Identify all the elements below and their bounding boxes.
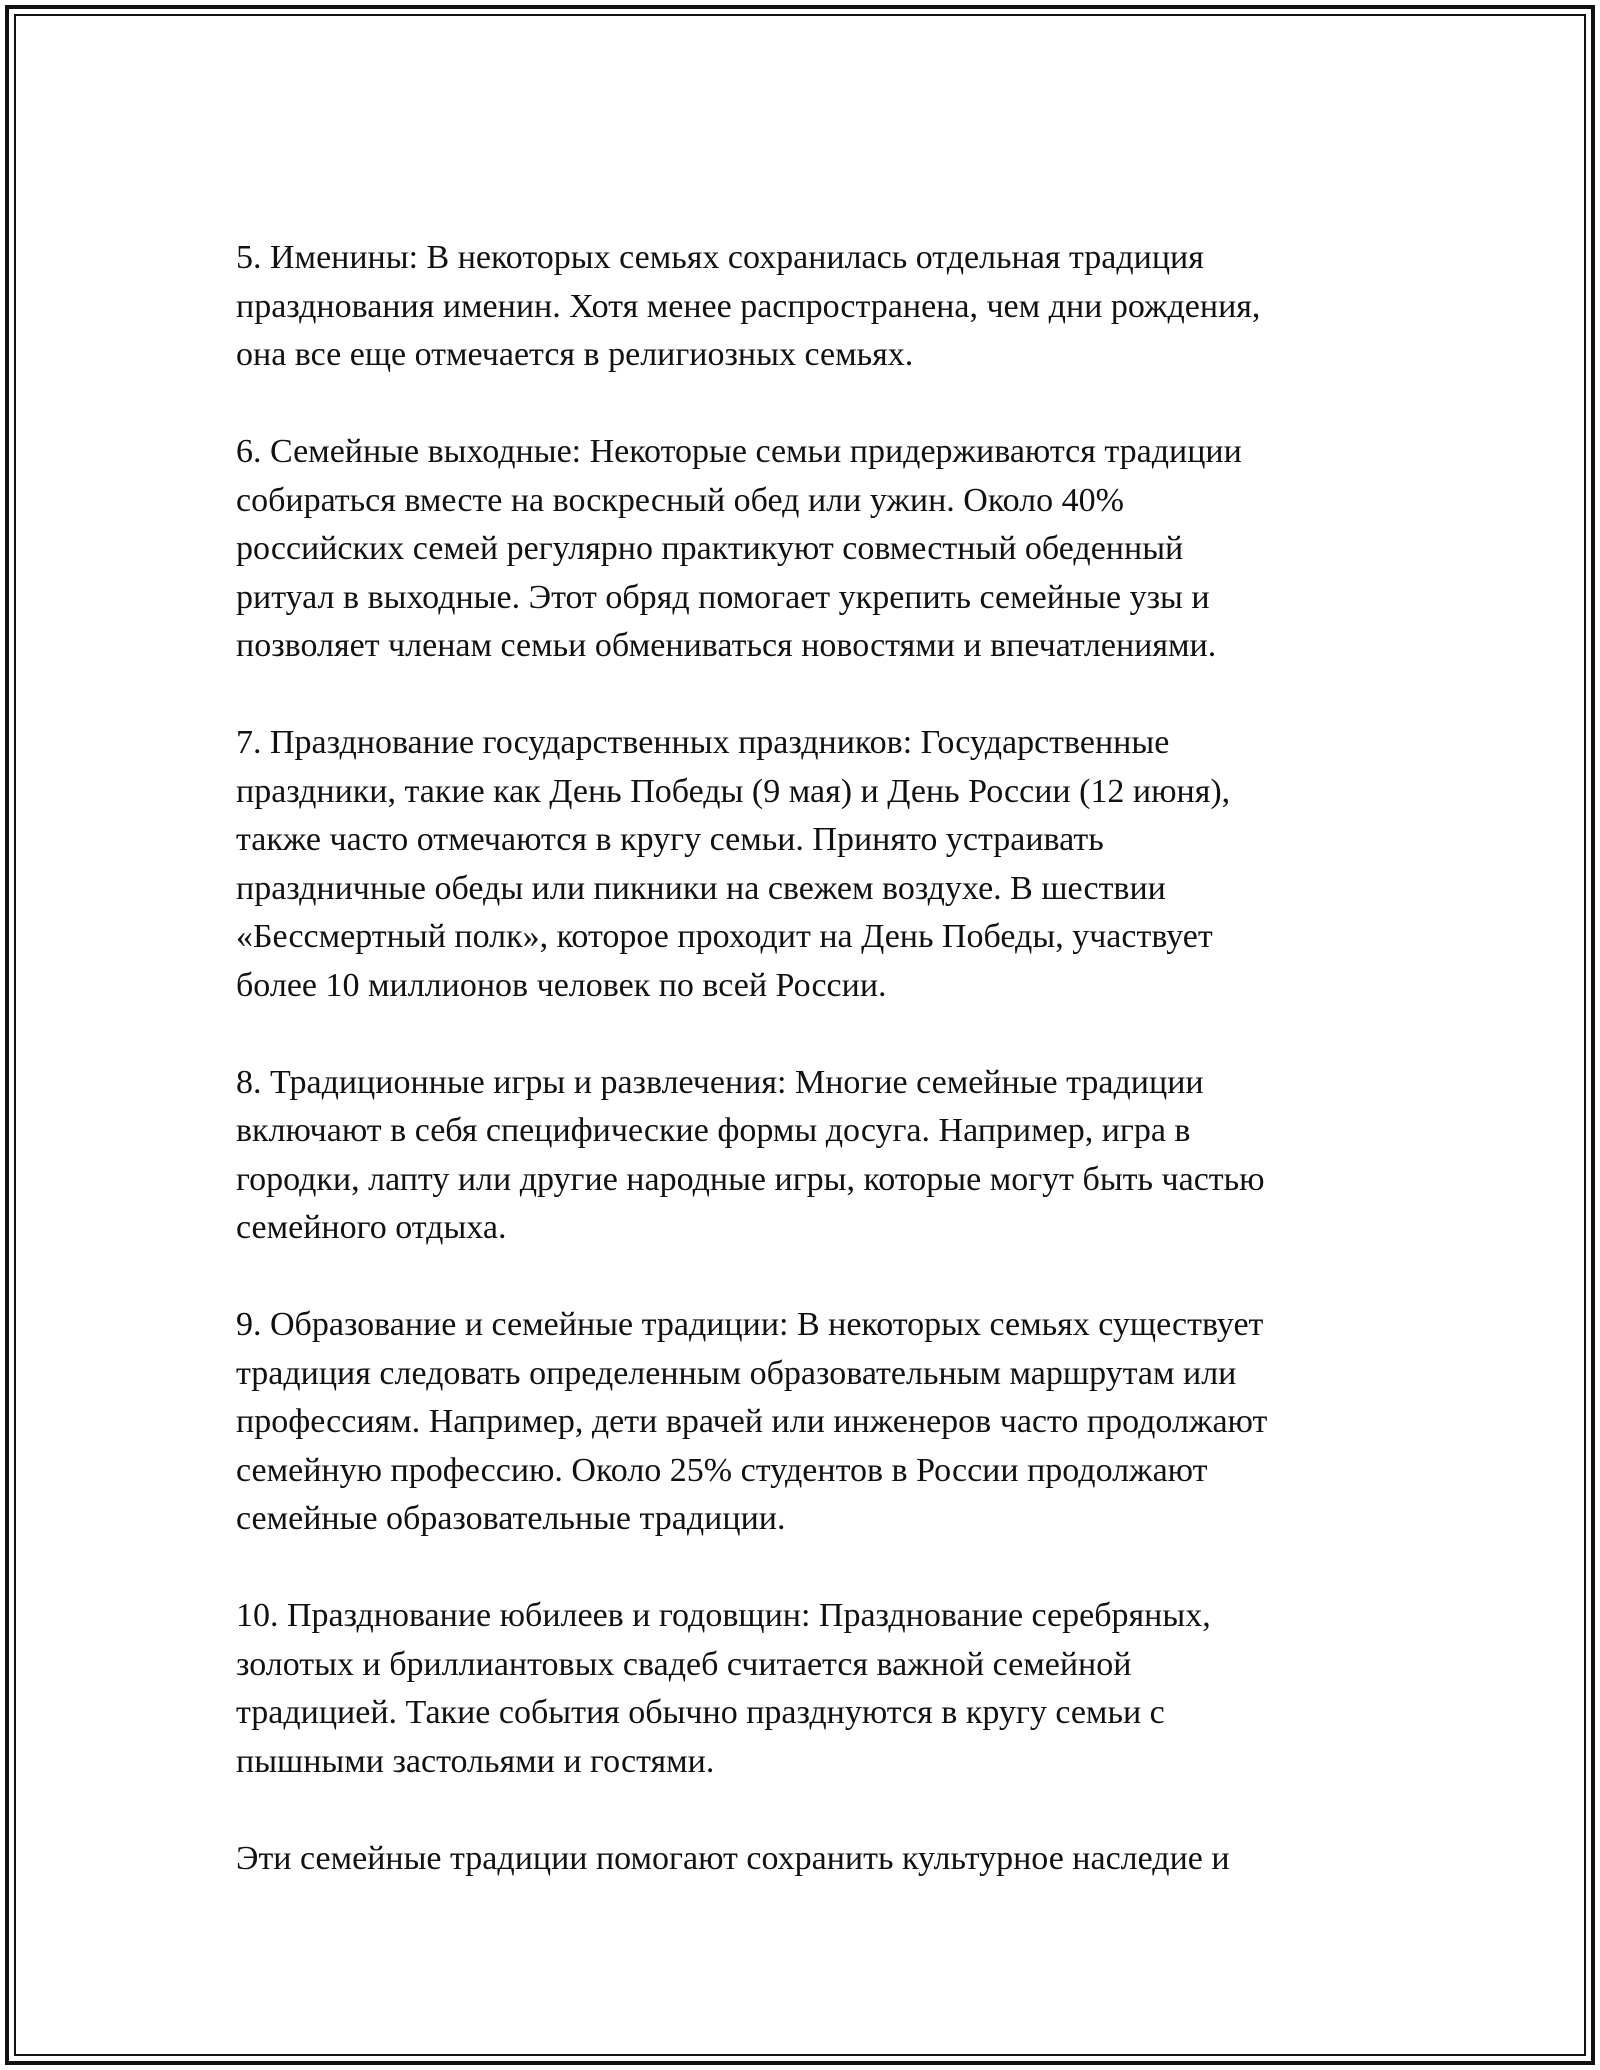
text-line: профессиям. Например, дети врачей или инженеров часто продолжают: [236, 1403, 1268, 1440]
text-line: 6. Семейные выходные: Некоторые семьи придерживаются традиции: [236, 433, 1242, 470]
paragraph-state-holidays: [236, 719, 1386, 1010]
text-line: она все еще отмечается в религиозных семьях.: [236, 336, 914, 373]
text-line: 8. Традиционные игры и развлечения: Многие семейные традиции: [236, 1063, 1204, 1101]
text-line: «Бессмертный полк», которое проходит на День Победы, участвует: [236, 918, 1213, 955]
text-line: позволяет членам семьи обмениваться новостями и впечатлениями.: [236, 627, 1217, 664]
text-line: традицией. Такие события обычно празднуются в кругу семьи с: [236, 1694, 1165, 1731]
text-line: 10. Празднование юбилеев и годовщин: Празднование серебряных,: [236, 1597, 1211, 1634]
paragraph-family-weekends: [236, 428, 1386, 671]
paragraph-education: [236, 1301, 1386, 1544]
text-line: собираться вместе на воскресный обед или ужин. Около 40%: [236, 481, 1124, 519]
text-line: семейную профессию. Около 25% студентов в России продолжают: [236, 1451, 1208, 1489]
text-line: включают в себя специфические формы досуга. Например, игра в: [236, 1112, 1191, 1149]
text-line: Эти семейные традиции помогают сохранить культурное наследие и: [236, 1839, 1230, 1877]
text-line: золотых и бриллиантовых свадеб считается важной семейной: [236, 1645, 1132, 1683]
text-line: семейные образовательные традиции.: [236, 1500, 786, 1537]
document-body: [236, 234, 1386, 1932]
paragraph-namedays: [236, 234, 1386, 380]
paragraph-conclusion: [236, 1835, 1386, 1884]
text-line: 7. Празднование государственных праздников: Государственные: [236, 724, 1170, 761]
text-line: традиция следовать определенным образовательным маршрутам или: [236, 1354, 1237, 1392]
text-line: более 10 миллионов человек по всей России.: [236, 966, 887, 1004]
text-line: празднования именин. Хотя менее распространена, чем дни рождения,: [236, 287, 1261, 325]
text-line: праздничные обеды или пикники на свежем воздухе. В шествии: [236, 869, 1166, 907]
paragraph-traditional-games: [236, 1059, 1386, 1253]
text-line: пышными застольями и гостями.: [236, 1742, 715, 1780]
text-line: ритуал в выходные. Этот обряд помогает укрепить семейные узы и: [236, 578, 1210, 616]
text-line: семейного отдыха.: [236, 1209, 507, 1246]
text-line: городки, лапту или другие народные игры, которые могут быть частью: [236, 1160, 1265, 1198]
paragraph-anniversaries: [236, 1592, 1386, 1786]
text-line: российских семей регулярно практикуют совместный обеденный: [236, 530, 1184, 567]
text-line: также часто отмечаются в кругу семьи. Принято устраивать: [236, 821, 1104, 858]
text-line: 5. Именины: В некоторых семьях сохранилась отдельная традиция: [236, 239, 1204, 276]
text-line: праздники, такие как День Победы (9 мая) и День России (12 июня),: [236, 772, 1231, 810]
text-line: 9. Образование и семейные традиции: В некоторых семьях существует: [236, 1306, 1264, 1343]
